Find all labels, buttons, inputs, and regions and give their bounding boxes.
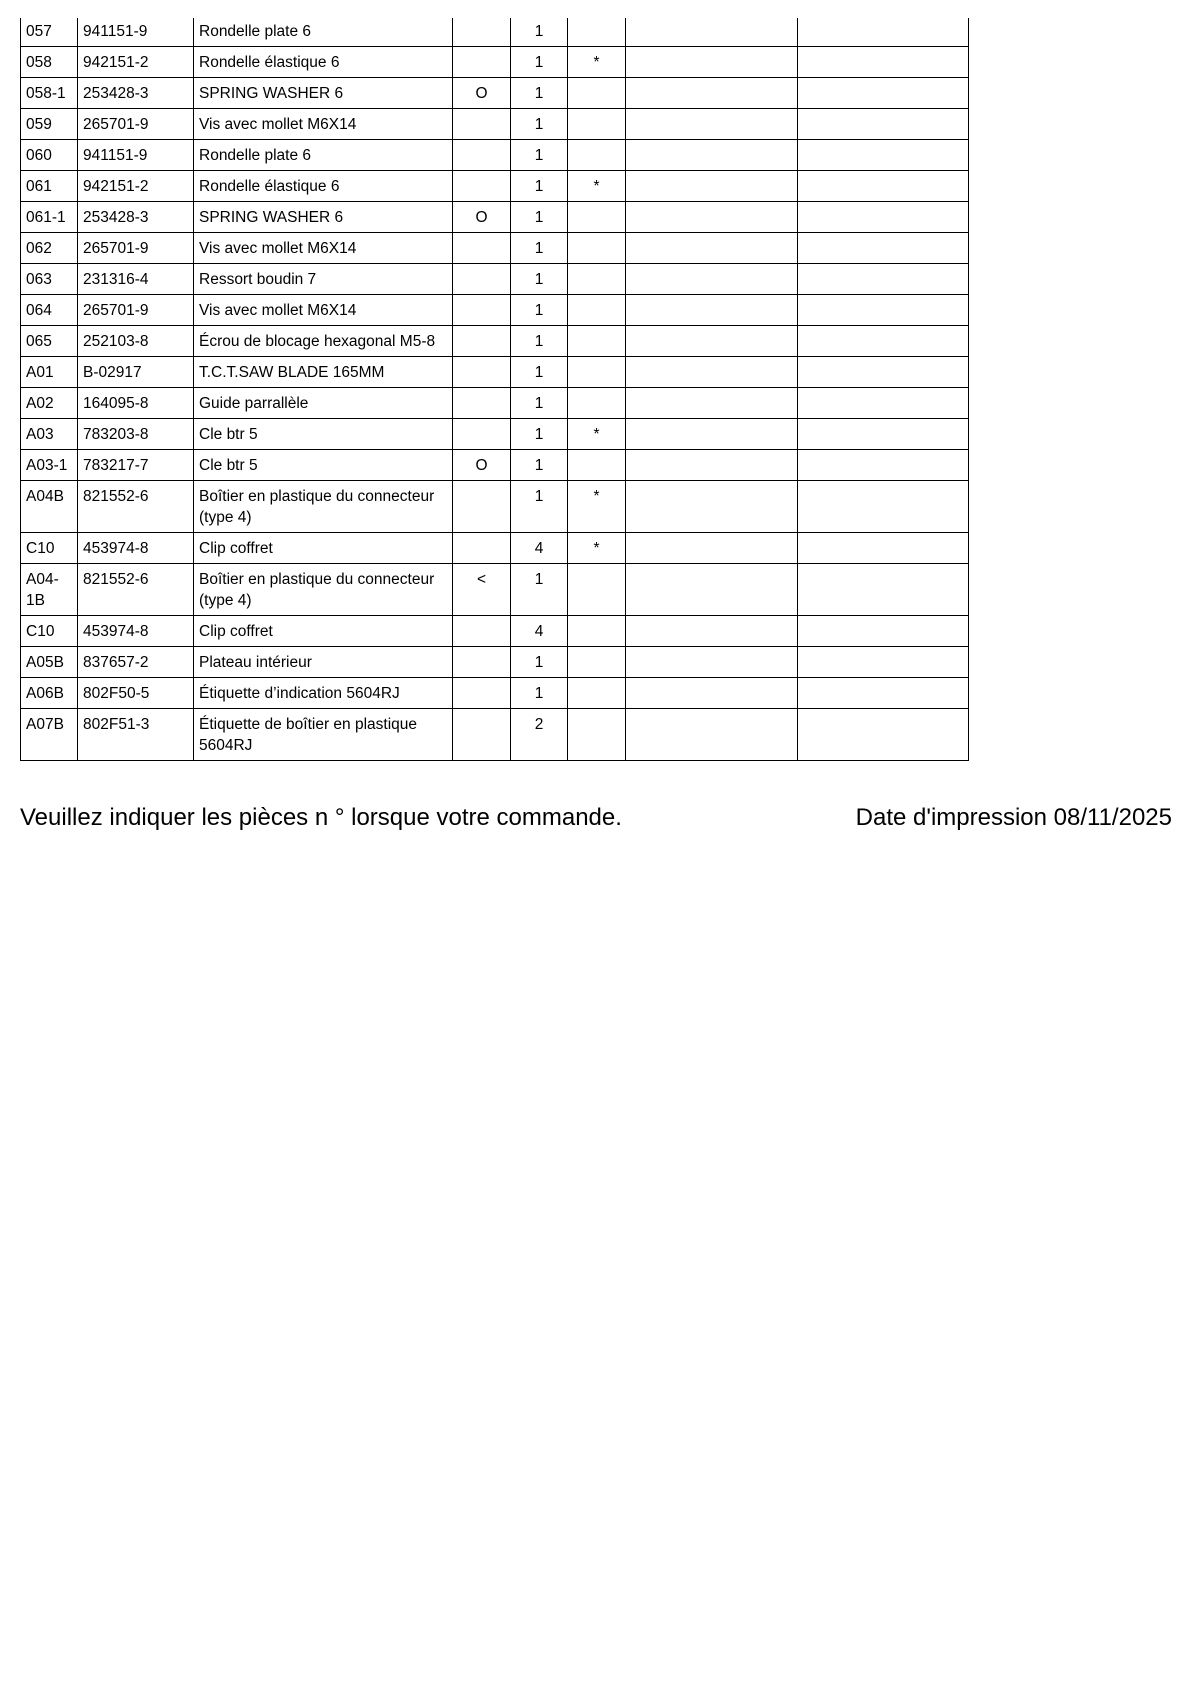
quantity-cell: 1 bbox=[511, 202, 568, 233]
option-mark-cell: O bbox=[453, 78, 511, 109]
description-cell: Écrou de blocage hexagonal M5-8 bbox=[194, 326, 453, 357]
blank-cell-1 bbox=[626, 171, 798, 202]
reference-cell: 802F51-3 bbox=[78, 709, 194, 761]
asterisk-mark-cell: * bbox=[568, 481, 626, 533]
part-number-cell: 063 bbox=[21, 264, 78, 295]
blank-cell-1 bbox=[626, 481, 798, 533]
print-date: Date d'impression 08/11/2025 bbox=[855, 804, 1172, 831]
description-cell: Boîtier en plastique du connecteur (type 4) bbox=[194, 481, 453, 533]
option-mark-cell bbox=[453, 264, 511, 295]
table-row bbox=[21, 533, 969, 564]
blank-cell-1 bbox=[626, 326, 798, 357]
description-cell: T.C.T.SAW BLADE 165MM bbox=[194, 357, 453, 388]
part-number-cell: A05B bbox=[21, 647, 78, 678]
asterisk-mark-cell bbox=[568, 647, 626, 678]
reference-cell: B-02917 bbox=[78, 357, 194, 388]
table-row bbox=[21, 326, 969, 357]
reference-cell: 821552-6 bbox=[78, 481, 194, 533]
blank-cell-2 bbox=[798, 47, 969, 78]
table-row bbox=[21, 616, 969, 647]
part-number-cell: A04B bbox=[21, 481, 78, 533]
option-mark-cell bbox=[453, 678, 511, 709]
quantity-cell: 1 bbox=[511, 450, 568, 481]
table-row bbox=[21, 564, 969, 616]
asterisk-mark-cell bbox=[568, 78, 626, 109]
blank-cell-2 bbox=[798, 419, 969, 450]
blank-cell-1 bbox=[626, 233, 798, 264]
option-mark-cell bbox=[453, 647, 511, 678]
blank-cell-1 bbox=[626, 47, 798, 78]
reference-cell: 942151-2 bbox=[78, 171, 194, 202]
part-number-cell: 065 bbox=[21, 326, 78, 357]
blank-cell-2 bbox=[798, 647, 969, 678]
option-mark-cell bbox=[453, 533, 511, 564]
blank-cell-2 bbox=[798, 709, 969, 761]
reference-cell: 265701-9 bbox=[78, 109, 194, 140]
asterisk-mark-cell bbox=[568, 326, 626, 357]
quantity-cell: 1 bbox=[511, 357, 568, 388]
table-row bbox=[21, 264, 969, 295]
reference-cell: 837657-2 bbox=[78, 647, 194, 678]
order-note: Veuillez indiquer les pièces n ° lorsque votre commande. bbox=[20, 804, 622, 831]
option-mark-cell bbox=[453, 326, 511, 357]
blank-cell-1 bbox=[626, 295, 798, 326]
blank-cell-1 bbox=[626, 109, 798, 140]
table-row bbox=[21, 450, 969, 481]
part-number-cell: 061 bbox=[21, 171, 78, 202]
part-number-cell: A03 bbox=[21, 419, 78, 450]
blank-cell-2 bbox=[798, 264, 969, 295]
description-cell: SPRING WASHER 6 bbox=[194, 202, 453, 233]
description-cell: Plateau intérieur bbox=[194, 647, 453, 678]
description-cell: Rondelle plate 6 bbox=[194, 18, 453, 47]
table-row bbox=[21, 388, 969, 419]
part-number-cell: 057 bbox=[21, 18, 78, 47]
blank-cell-2 bbox=[798, 140, 969, 171]
asterisk-mark-cell: * bbox=[568, 47, 626, 78]
reference-cell: 941151-9 bbox=[78, 18, 194, 47]
blank-cell-2 bbox=[798, 171, 969, 202]
part-number-cell: 058 bbox=[21, 47, 78, 78]
quantity-cell: 1 bbox=[511, 171, 568, 202]
reference-cell: 821552-6 bbox=[78, 564, 194, 616]
blank-cell-1 bbox=[626, 388, 798, 419]
asterisk-mark-cell bbox=[568, 109, 626, 140]
description-cell: Cle btr 5 bbox=[194, 450, 453, 481]
reference-cell: 942151-2 bbox=[78, 47, 194, 78]
blank-cell-1 bbox=[626, 533, 798, 564]
part-number-cell: 064 bbox=[21, 295, 78, 326]
part-number-cell: A01 bbox=[21, 357, 78, 388]
quantity-cell: 1 bbox=[511, 388, 568, 419]
part-number-cell: 061-1 bbox=[21, 202, 78, 233]
table-row bbox=[21, 647, 969, 678]
blank-cell-1 bbox=[626, 564, 798, 616]
description-cell: Clip coffret bbox=[194, 616, 453, 647]
reference-cell: 252103-8 bbox=[78, 326, 194, 357]
parts-table-body bbox=[21, 18, 969, 761]
blank-cell-1 bbox=[626, 202, 798, 233]
blank-cell-2 bbox=[798, 616, 969, 647]
asterisk-mark-cell: * bbox=[568, 533, 626, 564]
blank-cell-1 bbox=[626, 140, 798, 171]
table-row bbox=[21, 678, 969, 709]
blank-cell-2 bbox=[798, 295, 969, 326]
option-mark-cell bbox=[453, 388, 511, 419]
blank-cell-1 bbox=[626, 709, 798, 761]
part-number-cell: A02 bbox=[21, 388, 78, 419]
quantity-cell: 1 bbox=[511, 326, 568, 357]
description-cell: Boîtier en plastique du connecteur (type 4) bbox=[194, 564, 453, 616]
table-row bbox=[21, 233, 969, 264]
table-row bbox=[21, 419, 969, 450]
blank-cell-2 bbox=[798, 388, 969, 419]
blank-cell-2 bbox=[798, 18, 969, 47]
option-mark-cell: O bbox=[453, 450, 511, 481]
parts-table bbox=[20, 18, 969, 761]
blank-cell-1 bbox=[626, 18, 798, 47]
asterisk-mark-cell bbox=[568, 709, 626, 761]
blank-cell-2 bbox=[798, 202, 969, 233]
asterisk-mark-cell bbox=[568, 233, 626, 264]
table-row bbox=[21, 295, 969, 326]
blank-cell-2 bbox=[798, 326, 969, 357]
reference-cell: 231316-4 bbox=[78, 264, 194, 295]
quantity-cell: 1 bbox=[511, 233, 568, 264]
part-number-cell: A04-1B bbox=[21, 564, 78, 616]
part-number-cell: 059 bbox=[21, 109, 78, 140]
quantity-cell: 1 bbox=[511, 647, 568, 678]
description-cell: Vis avec mollet M6X14 bbox=[194, 295, 453, 326]
reference-cell: 453974-8 bbox=[78, 616, 194, 647]
table-row bbox=[21, 357, 969, 388]
asterisk-mark-cell bbox=[568, 264, 626, 295]
option-mark-cell bbox=[453, 109, 511, 140]
blank-cell-1 bbox=[626, 450, 798, 481]
asterisk-mark-cell: * bbox=[568, 171, 626, 202]
option-mark-cell bbox=[453, 481, 511, 533]
part-number-cell: A03-1 bbox=[21, 450, 78, 481]
table-row bbox=[21, 109, 969, 140]
quantity-cell: 2 bbox=[511, 709, 568, 761]
reference-cell: 453974-8 bbox=[78, 533, 194, 564]
table-row bbox=[21, 47, 969, 78]
blank-cell-2 bbox=[798, 678, 969, 709]
part-number-cell: 060 bbox=[21, 140, 78, 171]
description-cell: Étiquette d’indication 5604RJ bbox=[194, 678, 453, 709]
asterisk-mark-cell bbox=[568, 450, 626, 481]
reference-cell: 265701-9 bbox=[78, 295, 194, 326]
description-cell: Clip coffret bbox=[194, 533, 453, 564]
asterisk-mark-cell bbox=[568, 18, 626, 47]
description-cell: Vis avec mollet M6X14 bbox=[194, 109, 453, 140]
quantity-cell: 1 bbox=[511, 140, 568, 171]
option-mark-cell bbox=[453, 171, 511, 202]
blank-cell-2 bbox=[798, 233, 969, 264]
quantity-cell: 1 bbox=[511, 564, 568, 616]
option-mark-cell bbox=[453, 295, 511, 326]
table-row bbox=[21, 140, 969, 171]
option-mark-cell bbox=[453, 18, 511, 47]
quantity-cell: 1 bbox=[511, 295, 568, 326]
blank-cell-2 bbox=[798, 450, 969, 481]
description-cell: Vis avec mollet M6X14 bbox=[194, 233, 453, 264]
quantity-cell: 1 bbox=[511, 47, 568, 78]
blank-cell-1 bbox=[626, 616, 798, 647]
asterisk-mark-cell bbox=[568, 202, 626, 233]
part-number-cell: C10 bbox=[21, 616, 78, 647]
description-cell: Rondelle plate 6 bbox=[194, 140, 453, 171]
blank-cell-2 bbox=[798, 564, 969, 616]
blank-cell-1 bbox=[626, 264, 798, 295]
asterisk-mark-cell bbox=[568, 564, 626, 616]
table-row bbox=[21, 481, 969, 533]
blank-cell-1 bbox=[626, 357, 798, 388]
table-row bbox=[21, 171, 969, 202]
asterisk-mark-cell bbox=[568, 616, 626, 647]
asterisk-mark-cell bbox=[568, 140, 626, 171]
description-cell: Rondelle élastique 6 bbox=[194, 47, 453, 78]
option-mark-cell bbox=[453, 709, 511, 761]
blank-cell-2 bbox=[798, 357, 969, 388]
quantity-cell: 4 bbox=[511, 533, 568, 564]
option-mark-cell bbox=[453, 140, 511, 171]
description-cell: Rondelle élastique 6 bbox=[194, 171, 453, 202]
reference-cell: 941151-9 bbox=[78, 140, 194, 171]
option-mark-cell: O bbox=[453, 202, 511, 233]
description-cell: Ressort boudin 7 bbox=[194, 264, 453, 295]
option-mark-cell bbox=[453, 616, 511, 647]
part-number-cell: A06B bbox=[21, 678, 78, 709]
blank-cell-2 bbox=[798, 481, 969, 533]
table-row bbox=[21, 18, 969, 47]
blank-cell-2 bbox=[798, 78, 969, 109]
asterisk-mark-cell bbox=[568, 678, 626, 709]
description-cell: SPRING WASHER 6 bbox=[194, 78, 453, 109]
blank-cell-1 bbox=[626, 678, 798, 709]
asterisk-mark-cell: * bbox=[568, 419, 626, 450]
part-number-cell: 058-1 bbox=[21, 78, 78, 109]
blank-cell-1 bbox=[626, 78, 798, 109]
asterisk-mark-cell bbox=[568, 295, 626, 326]
part-number-cell: 062 bbox=[21, 233, 78, 264]
description-cell: Guide parrallèle bbox=[194, 388, 453, 419]
asterisk-mark-cell bbox=[568, 357, 626, 388]
blank-cell-1 bbox=[626, 419, 798, 450]
quantity-cell: 1 bbox=[511, 264, 568, 295]
description-cell: Cle btr 5 bbox=[194, 419, 453, 450]
option-mark-cell bbox=[453, 419, 511, 450]
table-row bbox=[21, 202, 969, 233]
blank-cell-2 bbox=[798, 533, 969, 564]
option-mark-cell bbox=[453, 357, 511, 388]
quantity-cell: 1 bbox=[511, 481, 568, 533]
quantity-cell: 1 bbox=[511, 78, 568, 109]
quantity-cell: 1 bbox=[511, 678, 568, 709]
quantity-cell: 1 bbox=[511, 109, 568, 140]
description-cell: Étiquette de boîtier en plastique 5604RJ bbox=[194, 709, 453, 761]
option-mark-cell bbox=[453, 233, 511, 264]
part-number-cell: A07B bbox=[21, 709, 78, 761]
reference-cell: 783203-8 bbox=[78, 419, 194, 450]
option-mark-cell: < bbox=[453, 564, 511, 616]
reference-cell: 164095-8 bbox=[78, 388, 194, 419]
quantity-cell: 4 bbox=[511, 616, 568, 647]
table-row bbox=[21, 709, 969, 761]
part-number-cell: C10 bbox=[21, 533, 78, 564]
option-mark-cell bbox=[453, 47, 511, 78]
reference-cell: 253428-3 bbox=[78, 202, 194, 233]
blank-cell-1 bbox=[626, 647, 798, 678]
asterisk-mark-cell bbox=[568, 388, 626, 419]
reference-cell: 783217-7 bbox=[78, 450, 194, 481]
reference-cell: 802F50-5 bbox=[78, 678, 194, 709]
table-row bbox=[21, 78, 969, 109]
reference-cell: 253428-3 bbox=[78, 78, 194, 109]
reference-cell: 265701-9 bbox=[78, 233, 194, 264]
quantity-cell: 1 bbox=[511, 419, 568, 450]
blank-cell-2 bbox=[798, 109, 969, 140]
quantity-cell: 1 bbox=[511, 18, 568, 47]
